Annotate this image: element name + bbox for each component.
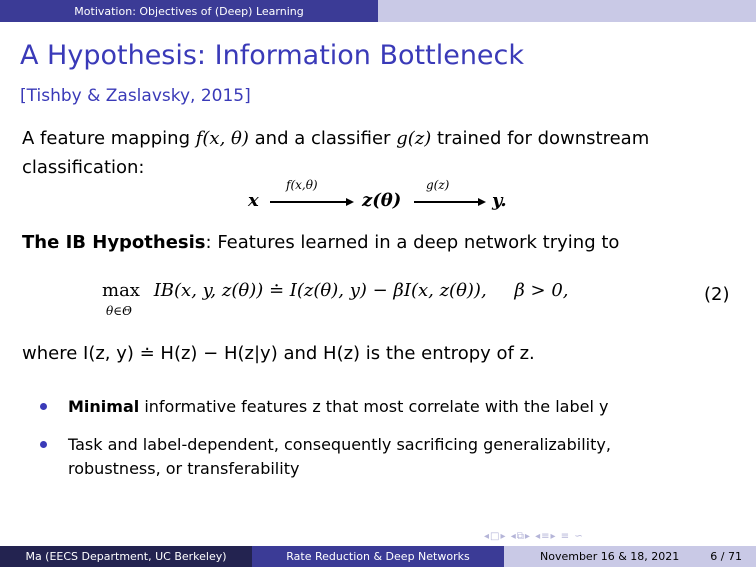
nav-section-right-icon[interactable]: ▸ — [550, 531, 557, 542]
footer-date-page — [504, 546, 756, 567]
eq1-arrow-1-icon — [346, 198, 354, 206]
slide-title: A Hypothesis: Information Bottleneck — [20, 40, 525, 71]
nav-section-left-icon[interactable]: ◂ — [535, 531, 542, 542]
eq1-arrow-1-line — [270, 201, 348, 203]
bullet-dot-icon — [40, 441, 47, 448]
footer-talk-title: Rate Reduction & Deep Networks — [252, 546, 504, 567]
bullet-text — [68, 395, 608, 419]
eq1-arrow-2-line — [414, 201, 480, 203]
nav-search-icon[interactable]: ∽ — [574, 531, 584, 542]
intro-f-args: (x, θ) — [202, 128, 249, 149]
intro-line-2: classification: — [22, 157, 145, 178]
bullet-body-line-2: robustness, or transferability — [68, 459, 300, 478]
nav-subsection-left-icon[interactable]: ◂ — [510, 531, 517, 542]
intro-g: g — [396, 128, 408, 149]
bullet-body-line-1: Task and label-dependent, consequently sacrificing generalizability, — [68, 435, 611, 454]
footer-page-number: 6 / 71 — [710, 550, 742, 563]
eq1-arrow-2-icon — [478, 198, 486, 206]
bullet-body: informative features z that most correlate with the label y — [139, 397, 609, 416]
eq2-max: max — [102, 280, 140, 301]
eq1-f-label: f(x,θ) — [286, 178, 318, 192]
nav-frame-left-icon[interactable]: ◂ — [484, 531, 491, 542]
bullet-dot-icon — [40, 403, 47, 410]
eq1-y: y. — [492, 190, 507, 211]
bullet-text — [68, 433, 611, 481]
eq1-x: x — [248, 190, 259, 211]
footer-author: Ma (EECS Department, UC Berkeley) — [0, 546, 252, 567]
intro-g-args: (z) — [407, 128, 432, 149]
nav-align-icon[interactable]: ≡ — [560, 531, 571, 542]
beamer-navigation — [484, 531, 584, 542]
nav-frame-right-icon[interactable]: ▸ — [500, 531, 507, 542]
footer-date: November 16 & 18, 2021 — [540, 550, 680, 563]
eq2-constraint: β > 0, — [514, 280, 569, 301]
nav-subsection-right-icon[interactable]: ▸ — [524, 531, 531, 542]
ib-hypothesis-line — [22, 232, 619, 253]
header-section-link[interactable]: Motivation: Objectives of (Deep) Learning — [0, 0, 378, 22]
ib-equation — [102, 280, 569, 301]
intro-f: f — [195, 128, 203, 149]
eq1-z: z(θ) — [362, 190, 402, 211]
where-line: where I(z, y) ≐ H(z) − H(z|y) and H(z) is the entropy of z. — [22, 343, 535, 364]
eq1-g-label: g(z) — [426, 178, 450, 192]
footer-bar — [0, 546, 756, 567]
ib-hypothesis-text: : Features learned in a deep network trying to — [205, 232, 620, 253]
intro-text-a: A feature mapping — [22, 128, 190, 149]
header-spacer — [378, 0, 756, 22]
eq2-lhs: IB(x, y, z(θ)) ≐ I(z(θ), y) − βI(x, z(θ)), — [153, 280, 487, 301]
equation-number: (2) — [704, 284, 730, 305]
slide-citation: [Tishby & Zaslavsky, 2015] — [20, 86, 251, 106]
intro-line-1 — [22, 128, 649, 149]
ib-hypothesis-label: The IB Hypothesis — [22, 232, 206, 253]
nav-frame-icon[interactable]: □ — [490, 531, 501, 542]
header-bar — [0, 0, 756, 22]
bullet-bold: Minimal — [68, 397, 140, 416]
intro-text-b: and a classifier — [254, 128, 391, 149]
intro-text-c: trained for downstream — [437, 128, 650, 149]
nav-section-icon[interactable]: ≡ — [541, 531, 551, 542]
nav-subsection-icon[interactable]: ⧉ — [516, 531, 525, 542]
eq2-subscript: θ∈Θ — [106, 304, 132, 318]
